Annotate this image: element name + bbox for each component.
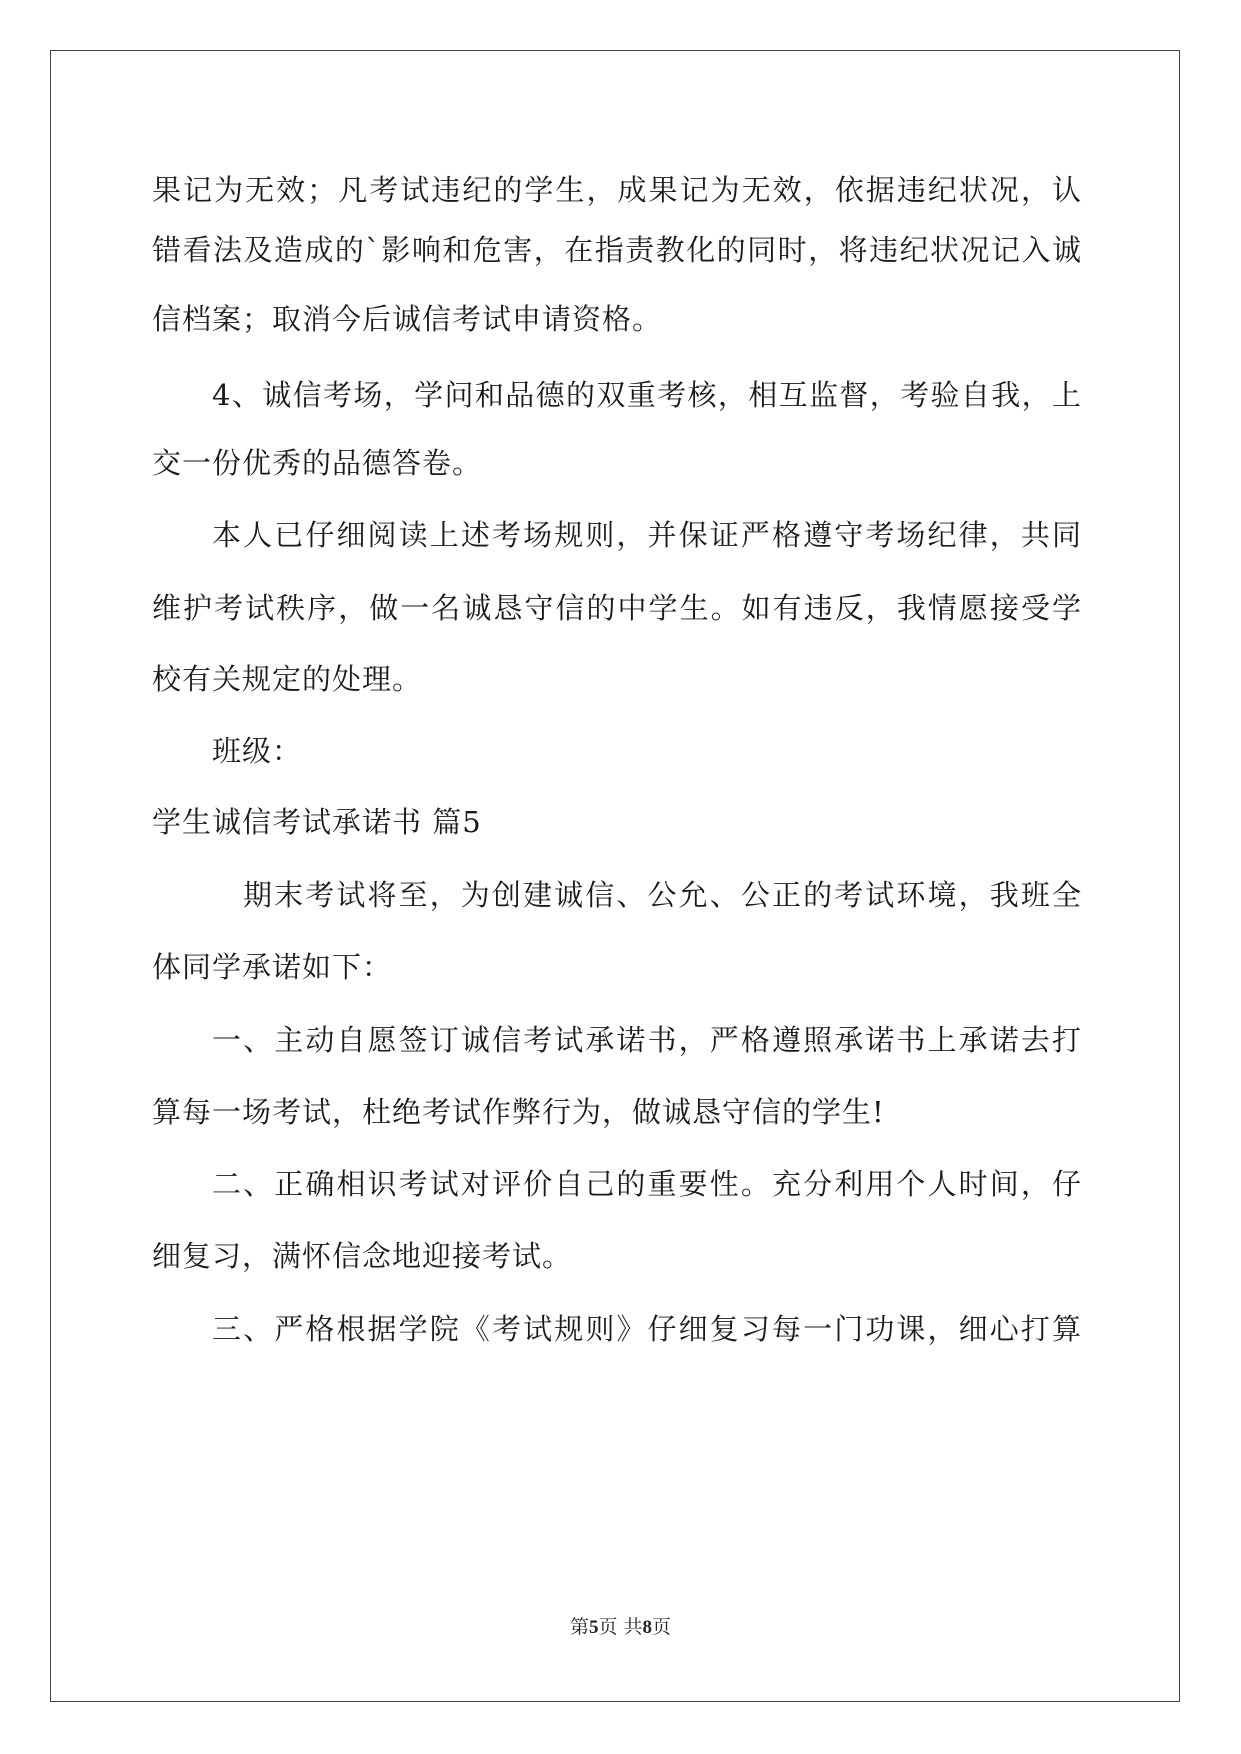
page-prefix: 第 <box>569 1616 589 1638</box>
page-total: 8 <box>642 1617 653 1638</box>
body-line: 交一份优秀的品德答卷。 <box>152 446 483 480</box>
body-line: 维护考试秩序，做一名诚恳守信的中学生。如有违反，我情愿接受学 <box>152 591 1082 625</box>
body-line: 果记为无效；凡考试违纪的学生，成果记为无效，依据违纪状况，认 <box>152 173 1082 207</box>
body-line: 校有关规定的处理。 <box>152 662 423 696</box>
pledge-item-3: 三、严格根据学院《考试规则》仔细复习每一门功课，细心打算 <box>212 1312 1082 1346</box>
body-line: 算每一场考试，杜绝考试作弊行为，做诚恳守信的学生! <box>152 1095 885 1129</box>
intro-paragraph: 期末考试将至，为创建诚信、公允、公正的考试环境，我班全 <box>243 878 1082 912</box>
section-heading: 学生诚信考试承诺书 篇5 <box>152 805 482 839</box>
pledge-item-2: 二、正确相识考试对评价自己的重要性。充分利用个人时间，仔 <box>212 1167 1082 1201</box>
page-suffix: 页 <box>652 1616 672 1638</box>
pledge-item-1: 一、主动自愿签订诚信考试承诺书，严格遵照承诺书上承诺去打 <box>212 1023 1082 1057</box>
body-line: 细复习，满怀信念地迎接考试。 <box>152 1239 573 1273</box>
body-line: 体同学承诺如下： <box>152 950 393 984</box>
page-footer <box>0 1615 1241 1640</box>
class-label: 班级： <box>212 734 303 768</box>
pledge-paragraph: 本人已仔细阅读上述考场规则，并保证严格遵守考场纪律，共同 <box>212 518 1082 552</box>
paragraph-item-4: 4、诚信考场，学问和品德的双重考核，相互监督，考验自我，上 <box>212 378 1082 412</box>
page-mid: 页 共 <box>598 1616 643 1638</box>
page-current: 5 <box>588 1617 599 1638</box>
body-line: 错看法及造成的`影响和危害，在指责教化的同时，将违纪状况记入诚 <box>152 233 1082 267</box>
body-line: 信档案；取消今后诚信考试申请资格。 <box>152 302 663 336</box>
